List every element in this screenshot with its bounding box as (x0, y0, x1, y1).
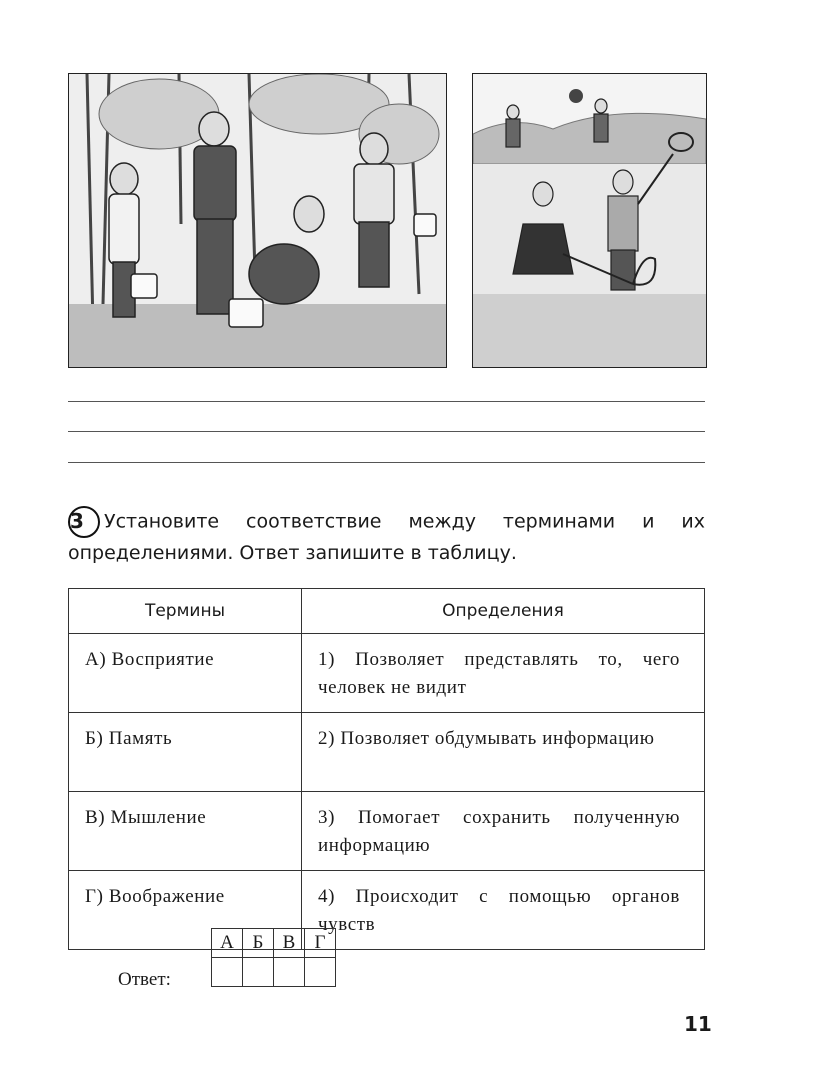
term-cell: А) Восприятие (69, 634, 302, 713)
task-line-1 (68, 506, 705, 538)
definition-cell: 2) Позволяет обдумывать информацию (302, 713, 705, 792)
answer-line-2[interactable] (68, 431, 705, 432)
task-text-line-2: определениями. Ответ запишите в таблицу. (68, 542, 517, 564)
table-row (69, 634, 705, 713)
term-cell: Г) Воображение (69, 871, 302, 950)
answer-letters-row (212, 929, 336, 958)
answer-input-b[interactable] (243, 958, 274, 987)
matching-table (68, 588, 705, 950)
answer-letter-b: Б (243, 929, 274, 958)
answer-letter-v: В (274, 929, 305, 958)
term-cell: В) Мышление (69, 792, 302, 871)
definition-cell: 4) Происходит с помощью органов чувств (302, 871, 705, 950)
table-row (69, 713, 705, 792)
forest-scene-drawing (69, 74, 446, 367)
definition-cell: 3) Помогает сохранить полученную информацию (302, 792, 705, 871)
header-terms: Термины (69, 589, 302, 634)
table-header-row (69, 589, 705, 634)
table-row (69, 871, 705, 950)
answer-input-a[interactable] (212, 958, 243, 987)
header-definitions: Определения (302, 589, 705, 634)
table-row (69, 792, 705, 871)
answer-grid (211, 928, 336, 987)
answer-letter-g: Г (305, 929, 336, 958)
task-statement (68, 506, 705, 569)
answer-letter-a: А (212, 929, 243, 958)
children-playing-illustration (472, 73, 707, 368)
answer-label: Ответ: (118, 969, 171, 990)
answer-values-row (212, 958, 336, 987)
answer-input-v[interactable] (274, 958, 305, 987)
task-text-line-1: Установите соответствие между терминами и их (104, 510, 705, 533)
task-number-badge: 3 (68, 506, 100, 538)
forest-berry-picking-illustration (68, 73, 447, 368)
page-number: 11 (684, 1012, 712, 1036)
answer-line-3[interactable] (68, 462, 705, 463)
definition-cell: 1) Позволяет представлять то, чего человек не видит (302, 634, 705, 713)
meadow-scene-drawing (473, 74, 706, 367)
term-cell: Б) Память (69, 713, 302, 792)
answer-line-1[interactable] (68, 401, 705, 402)
answer-input-g[interactable] (305, 958, 336, 987)
